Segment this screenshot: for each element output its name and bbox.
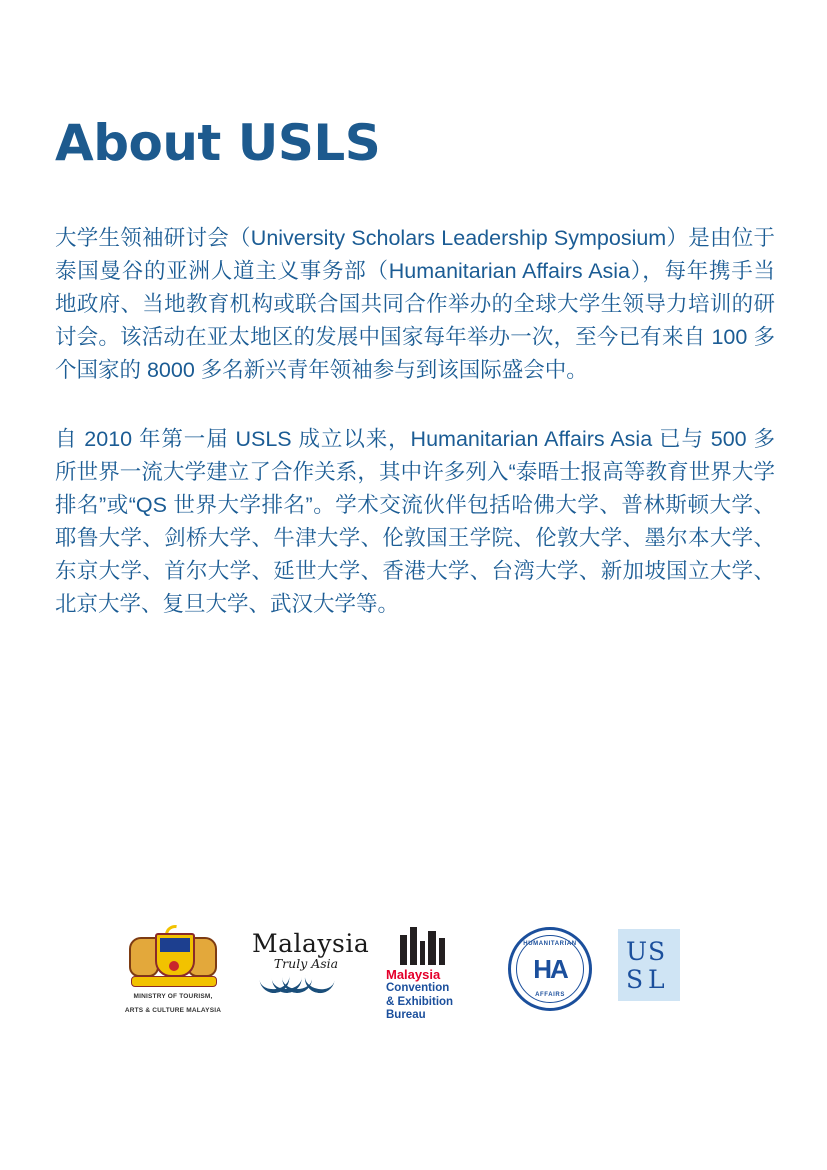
logo-ministry-of-tourism-arts-culture-malaysia: [120, 925, 226, 1015]
logo-malaysia-truly-asia: [252, 925, 370, 995]
mceb-line2: Convention: [386, 982, 450, 994]
usls-monogram-icon: [618, 929, 680, 1001]
logo-humanitarian-affairs: [508, 925, 592, 1011]
usls-letter-2: S: [648, 937, 666, 966]
logo-usls: [618, 925, 684, 1001]
partner-logos: [120, 925, 680, 1035]
mceb-line3: & Exhibition: [386, 995, 454, 1008]
malaysia-coat-of-arms-icon: [123, 925, 223, 987]
malaysia-wordmark: Malaysia: [252, 929, 370, 958]
malaysia-tagline: Truly Asia: [273, 956, 339, 971]
usls-letter-4: L: [648, 965, 665, 994]
logo-malaysia-convention-exhibition-bureau: [386, 925, 482, 1023]
city-skyline-icon: [386, 925, 482, 965]
ha-monogram: HA: [533, 954, 567, 984]
usls-letter-1: U: [626, 937, 648, 966]
logo-caption-line1: MINISTRY OF TOURISM,: [133, 993, 213, 1000]
ha-top-text: HUMANITARIAN: [523, 941, 577, 947]
body-copy: [55, 222, 775, 657]
humanitarian-affairs-roundel-icon: [508, 927, 592, 1011]
malaysia-swoosh-icon: [252, 973, 360, 995]
paragraph-1: 大学生领袖研讨会（University Scholars Leadership Symposium）是由位于泰国曼谷的亚洲人道主义事务部（Humanitarian Affairs Asia），每年携手当地政府、当地教育机构或联合国共同合作举办的全球大学生领导力培训的研讨会。该活动在亚太地区的发展中国家每年举办一次，至今已有来自 100 多个国家的 8000 多名新兴青年领袖参与到该国际盛会中。: [55, 226, 775, 382]
page-title: About USLS: [55, 113, 381, 172]
mceb-line4: Bureau: [386, 1009, 426, 1021]
paragraph-2: 自 2010 年第一届 USLS 成立以来，Humanitarian Affairs Asia 已与 500 多所世界一流大学建立了合作关系，其中许多列入“泰晤士报高等教育世界大学排名”或“QS 世界大学排名”。学术交流伙伴包括哈佛大学、普林斯顿大学、耶鲁大学、剑桥大学、牛津大学、伦敦国王学院、伦敦大学、墨尔本大学、东京大学、首尔大学、延世大学、香港大学、台湾大学、新加坡国立大学、北京大学、复旦大学、武汉大学等。: [55, 427, 775, 616]
ha-bottom-text: AFFAIRS: [535, 992, 565, 998]
mceb-line1: Malaysia: [386, 967, 441, 982]
logo-caption-line2: ARTS & CULTURE MALAYSIA: [124, 1007, 222, 1014]
usls-letter-3: S: [626, 965, 644, 994]
